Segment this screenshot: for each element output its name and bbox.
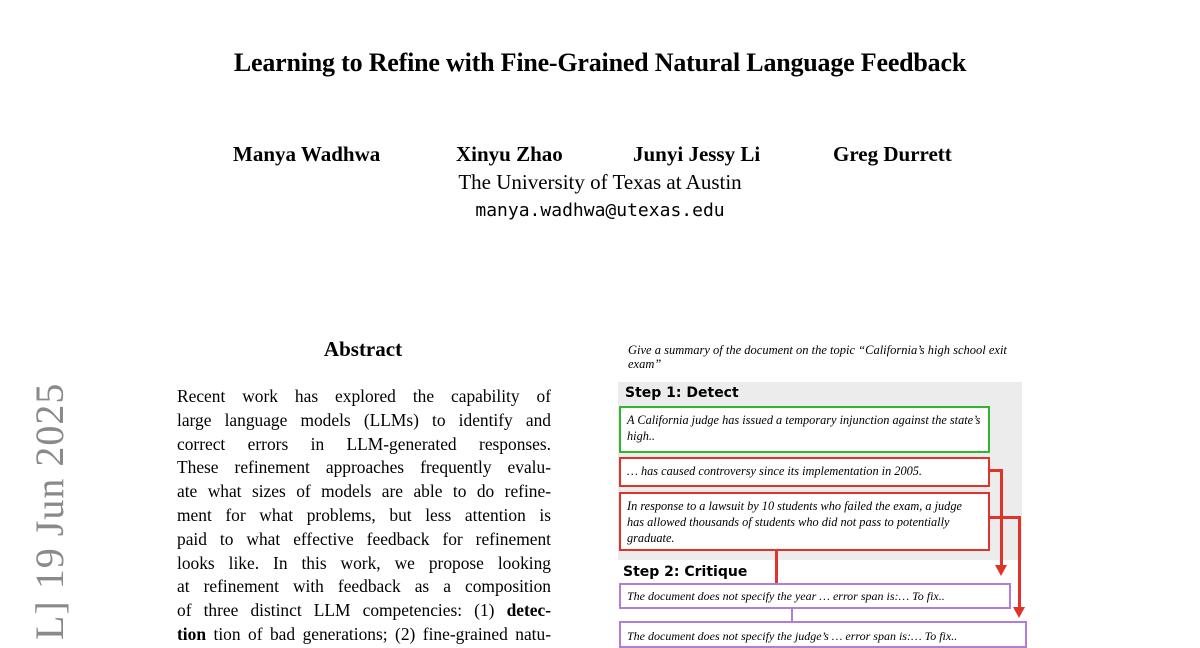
abstract-line: ment for what problems, but less attention is	[177, 504, 551, 525]
connector-line	[990, 516, 1020, 519]
author-name: Xinyu Zhao	[456, 142, 563, 166]
abstract-bold-term: detec-	[506, 600, 551, 621]
author-name: Manya Wadhwa	[233, 142, 381, 166]
abstract-line: at refinement with feedback as a composition	[177, 576, 551, 597]
abstract-line: ate what sizes of models are able to do refine-	[177, 481, 551, 502]
abstract-line-text: of three distinct LLM competencies: (1)	[177, 600, 507, 621]
author-email: manya.wadhwa@utexas.edu	[475, 200, 725, 221]
abstract-line: large language models (LLMs) to identify and	[177, 409, 551, 430]
author-name: Greg Durrett	[833, 142, 952, 166]
abstract-bold-term: tion	[177, 623, 206, 644]
arrow-down-icon	[995, 565, 1007, 576]
refinement-figure	[615, 340, 1035, 648]
abstract-line-text: tion of bad generations; (2) fine-grained natu-	[213, 623, 551, 644]
abstract-line: paid to what effective feedback for refinement	[177, 528, 551, 549]
connector-line	[1018, 516, 1021, 608]
detect-ok-box: A California judge has issued a temporary injunction against the state’s high..	[619, 406, 990, 453]
abstract-line	[177, 599, 551, 623]
abstract-heading: Abstract	[323, 337, 403, 361]
connector-line	[775, 551, 778, 583]
arxiv-side-stamp: L] 19 Jun 2025	[27, 382, 72, 640]
abstract-line: These refinement approaches frequently evalu-	[177, 457, 551, 478]
connector-line	[791, 609, 793, 621]
abstract-line: looks like. In this work, we propose looking	[177, 552, 551, 573]
step1-label: Step 1: Detect	[625, 385, 739, 401]
step2-label: Step 2: Critique	[623, 564, 748, 580]
abstract-line: Recent work has explored the capability of	[177, 386, 551, 406]
detect-error-box: … has caused controversy since its implementation in 2005.	[619, 457, 990, 487]
arrow-down-icon	[1013, 607, 1025, 618]
critique-box: The document does not specify the year … error span is:… To fix..	[619, 583, 1011, 609]
figure-prompt: Give a summary of the document on the topic “California’s high school exit exam”	[628, 343, 1007, 371]
author-name: Junyi Jessy Li	[633, 142, 761, 166]
critique-box: The document does not specify the judge’s … error span is:… To fix..	[619, 621, 1027, 648]
abstract-line	[177, 623, 551, 647]
abstract-body	[177, 385, 551, 647]
affiliation: The University of Texas at Austin	[458, 170, 742, 194]
detect-error-box: In response to a lawsuit by 10 students who failed the exam, a judge has allowed thousands of students who did not pass to potentially graduate.	[619, 492, 990, 551]
paper-title: Learning to Refine with Fine-Grained Natural Language Feedback	[233, 48, 967, 77]
abstract-line: correct errors in LLM-generated responses.	[177, 433, 551, 454]
